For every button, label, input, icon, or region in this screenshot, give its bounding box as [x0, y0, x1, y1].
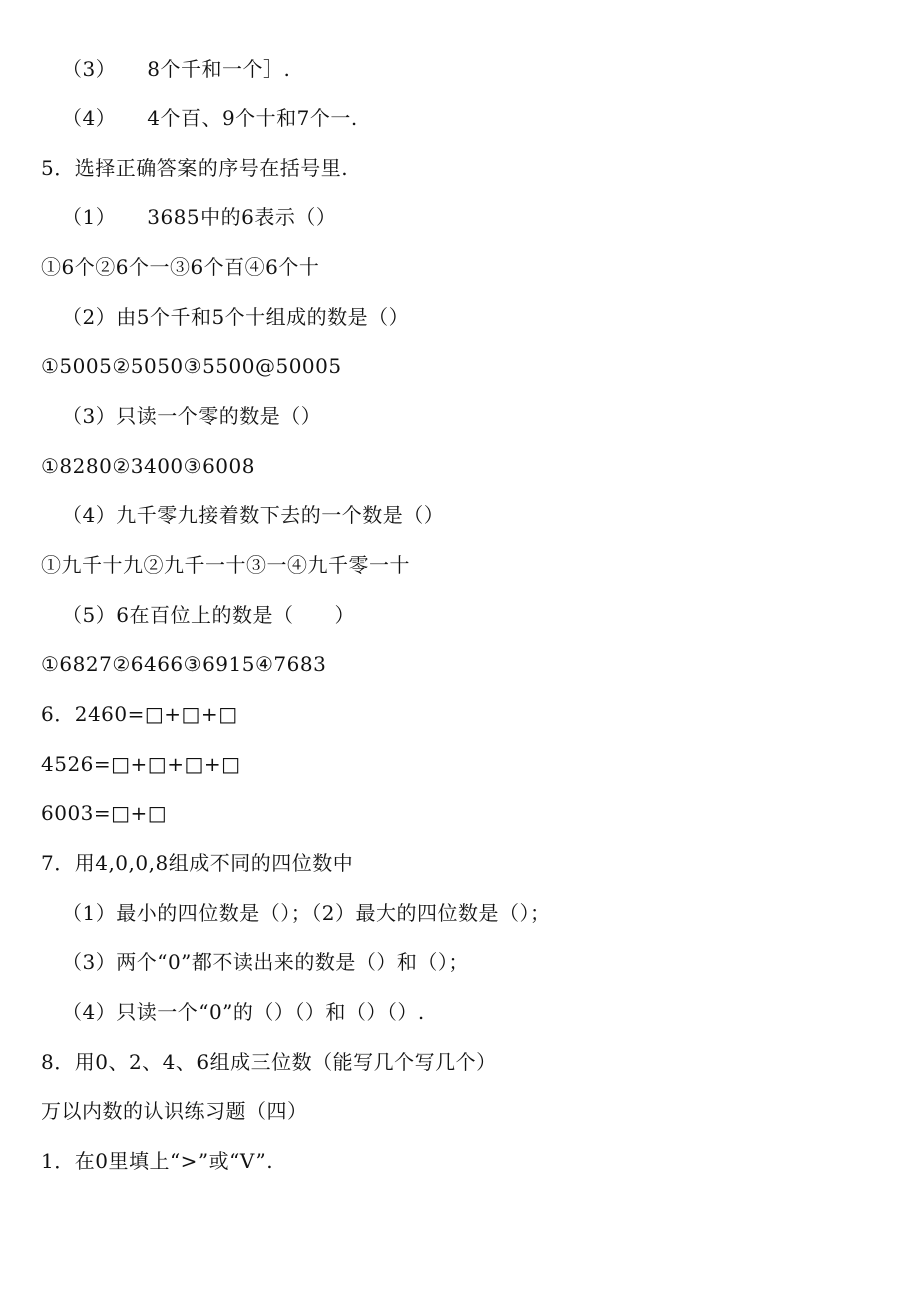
question-5-item-4-options: ①九千十九②九千一十③一④九千零一十 — [41, 553, 410, 577]
section-title: 万以内数的认识练习题（四） — [41, 1099, 308, 1123]
question-4-item-4: （4） 4个百、9个十和7个一. — [62, 106, 358, 130]
question-5-item-2: （2）由5个千和5个十组成的数是（） — [62, 305, 410, 329]
section-question-1: 1．在0里填上“>”或“V”. — [41, 1149, 274, 1173]
question-5-item-1: （1） 3685中的6表示（） — [62, 205, 337, 229]
question-5-item-4: （4）九千零九接着数下去的一个数是（） — [62, 503, 445, 527]
question-5-item-3-options: ①8280②3400③6008 — [41, 454, 255, 478]
question-6-line-2: 4526=□+□+□+□ — [41, 752, 241, 776]
question-5-item-5-options: ①6827②6466③6915④7683 — [41, 652, 327, 676]
question-4-item-3: （3） 8个千和一个］. — [62, 57, 291, 81]
question-7-heading: 7．用4,0,0,8组成不同的四位数中 — [41, 851, 354, 875]
question-5-item-1-options: ①6个②6个一③6个百④6个十 — [41, 255, 320, 279]
question-7-item-3: （3）两个“0”都不读出来的数是（）和（）； — [62, 950, 469, 974]
question-5-item-2-options: ①5005②5050③5500@50005 — [41, 354, 342, 378]
question-8-heading: 8．用0、2、4、6组成三位数（能写几个写几个） — [41, 1050, 497, 1074]
question-6-line-1: 6．2460=□+□+□ — [41, 702, 238, 726]
question-5-heading: 5．选择正确答案的序号在括号里. — [41, 156, 349, 180]
question-7-items-1-2: （1）最小的四位数是（）；（2）最大的四位数是（）； — [62, 901, 551, 925]
question-5-item-3: （3）只读一个零的数是（） — [62, 404, 322, 428]
question-6-line-3: 6003=□+□ — [41, 801, 168, 825]
question-5-item-5: （5）6在百位上的数是（ ） — [62, 603, 355, 627]
question-7-item-4: （4）只读一个“0”的（）（）和（）（）. — [62, 1000, 425, 1024]
